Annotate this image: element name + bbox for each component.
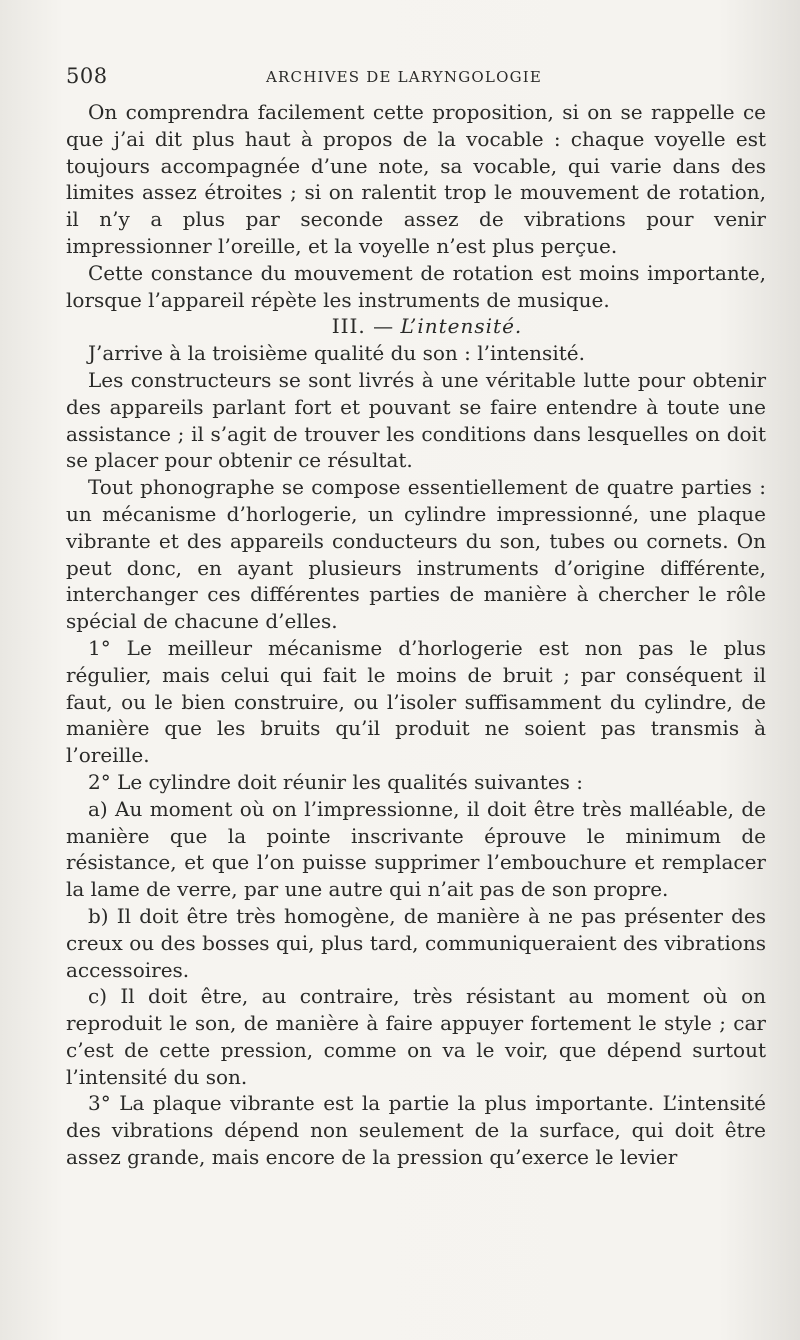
paragraph: 3° La plaque vibrante est la partie la plus importante. L’intensité des vibrations dépend non seulement de la surface, qui doit être assez grande, mais encore de la pression qu’exerce le levier [66,1091,766,1170]
paragraph: 2° Le cylindre doit réunir les qualités suivantes : [88,769,584,794]
page-body [66,99,766,1171]
page-header [66,64,766,94]
paragraph: Les constructeurs se sont livrés à une véritable lutte pour obtenir des appareils parlant fort et pouvant se faire entendre à toute une assistance ; il s’agit de trouver les conditions dans lesquelles on doit se placer pour obtenir ce résultat. [66,367,766,473]
paragraph: On comprendra facilement cette proposition, si on se rappelle ce que j’ai dit plus haut à propos de la vocable : chaque voyelle est toujours accompagnée d’une note, sa vocable, qui varie dans des limites assez étroites ; si on ralentit trop le mouvement de rotation, il n’y a plus par seconde assez de vibrations pour venir impressionner l’oreille, et la voyelle n’est plus perçue. [66,100,766,258]
section-number: III. — [331,314,395,339]
paragraph: b) Il doit être très homogène, de manière à ne pas présenter des creux ou des bosses qui, plus tard, communiqueraient des vibrations accessoires. [66,903,766,982]
paragraph: J’arrive à la troisième qualité du son : l’intensité. [88,341,585,366]
page-number: 508 [66,64,108,88]
running-head: ARCHIVES DE LARYNGOLOGIE [266,68,543,86]
paragraph: Cette constance du mouvement de rotation est moins importante, lorsque l’appareil répète les instruments de musique. [66,260,766,312]
paragraph: Tout phonographe se compose essentiellement de quatre parties : un mécanisme d’horlogerie, un cylindre impressionné, une plaque vibrante et des appareils conducteurs du son, tubes ou cornets. On peut donc, en ayant plusieurs instruments d’origine différente, interchanger ces différentes parties de manière à chercher le rôle spécial de chacune d’elles. [66,475,766,634]
section-heading [66,313,766,340]
paragraph: a) Au moment où on l’impressionne, il doit être très malléable, de manière que la pointe inscrivante éprouve le minimum de résistance, et que l’on puisse supprimer l’embouchure et remplacer la lame de verre, par une autre qui n’ait pas de son propre. [66,796,766,902]
paragraph: 1° Le meilleur mécanisme d’horlogerie est non pas le plus régulier, mais celui qui fait le moins de bruit ; par conséquent il faut, ou le bien construire, ou l’isoler suffisamment du cylindre, de manière que les bruits qu’il produit ne soient pas transmis à l’oreille. [66,635,766,768]
paragraph: c) Il doit être, au contraire, très résistant au moment où on reproduit le son, de manière à faire appuyer fortement le style ; car c’est de cette pression, comme on va le voir, que dépend surtout l’intensité du son. [66,984,766,1089]
section-title: L’intensité. [400,314,523,339]
